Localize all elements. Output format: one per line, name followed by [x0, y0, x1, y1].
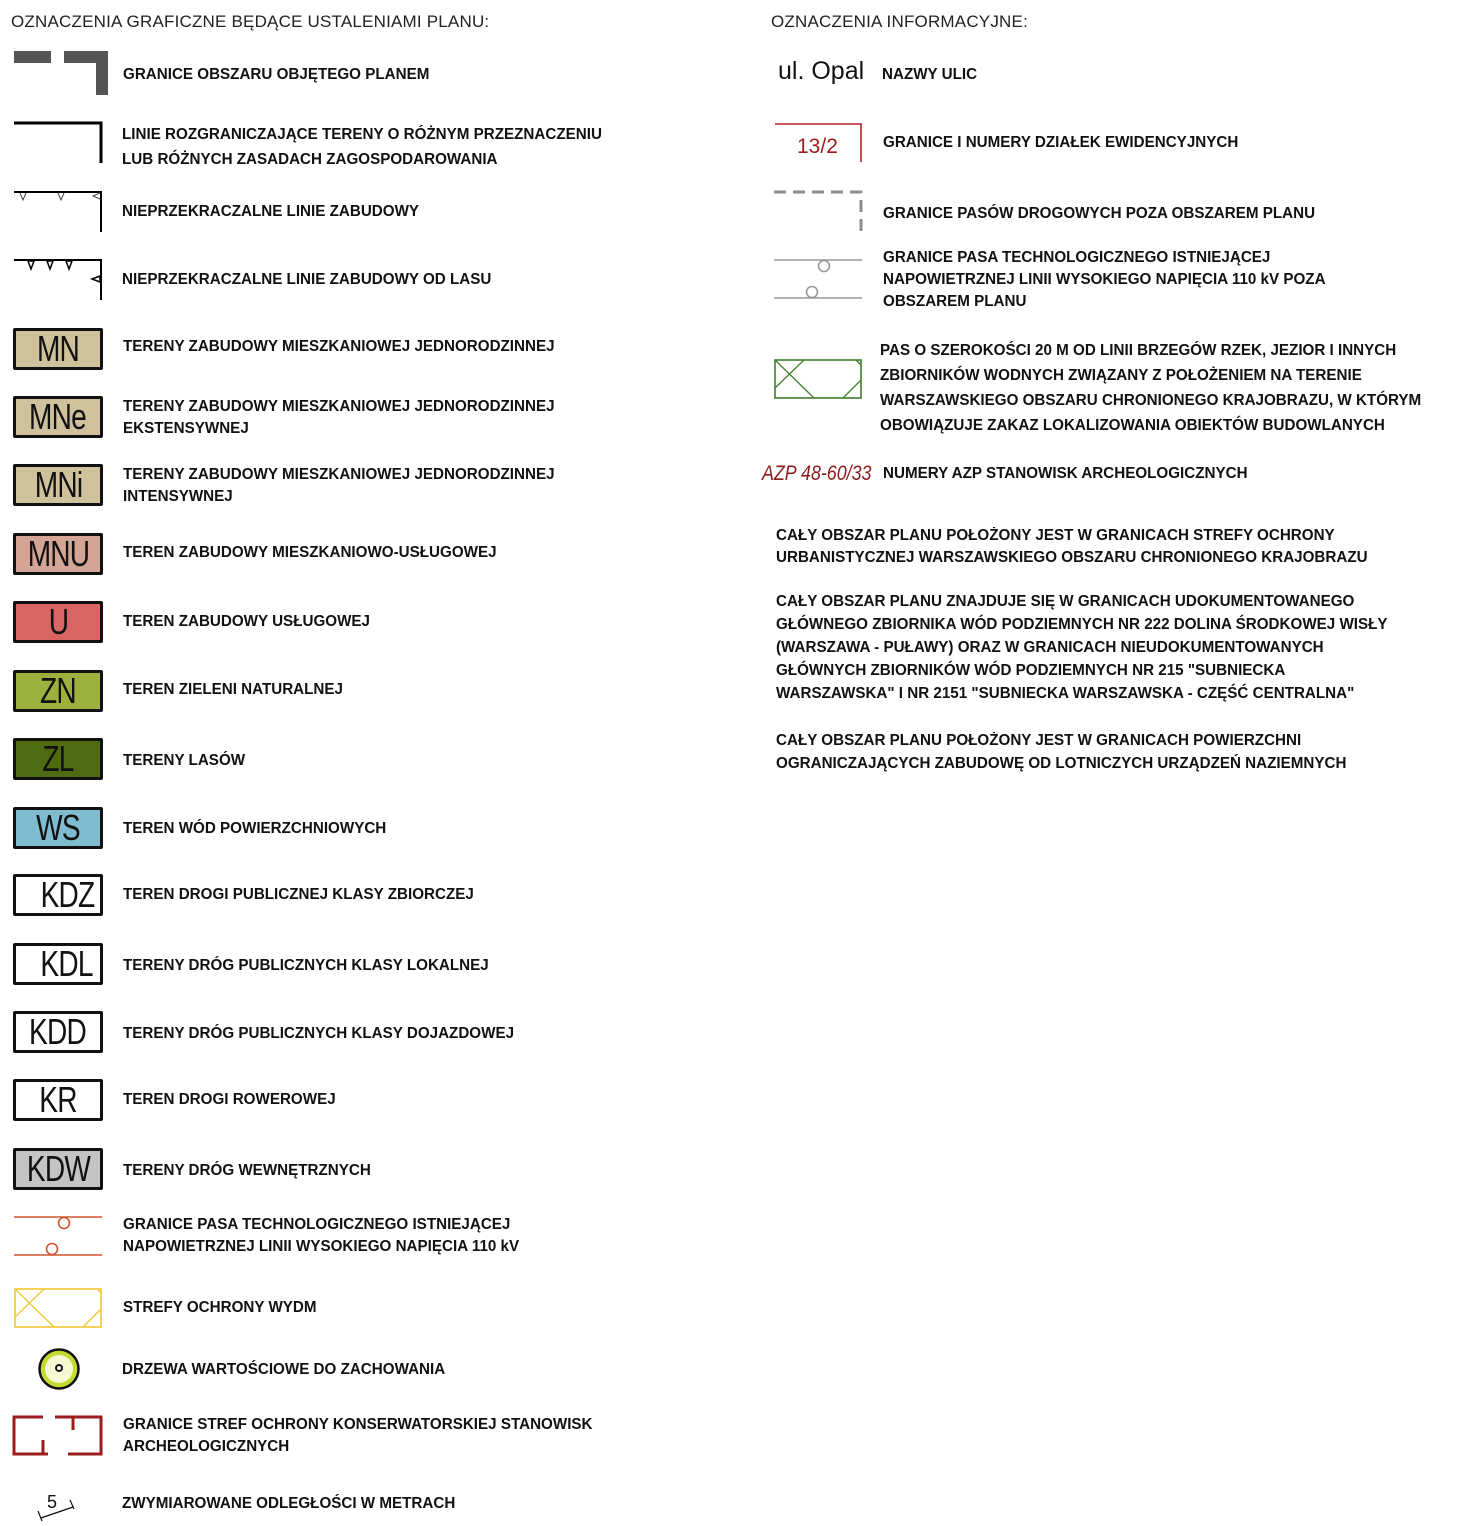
zone-code: KDD — [29, 1011, 87, 1052]
zone-code: WS — [36, 807, 80, 848]
note-line: OGRANICZAJĄCYCH ZABUDOWĘ OD LOTNICZYCH URZĄDZEŃ NAZIEMNYCH — [776, 755, 1347, 772]
zone-swatch-u — [13, 601, 103, 643]
label-line: ZBIORNIKÓW WODNYCH ZWIĄZANY Z POŁOŻENIEM NA TERENIE — [880, 367, 1362, 384]
zone-code: MNi — [34, 464, 82, 505]
zone-swatch-kdw — [13, 1148, 103, 1190]
zone-swatch-kdz — [13, 874, 103, 916]
legend-label-kdz: TEREN DROGI PUBLICZNEJ KLASY ZBIORCZEJ — [123, 886, 474, 903]
legend-label-azp-numbers: NUMERY AZP STANOWISK ARCHEOLOGICZNYCH — [883, 465, 1248, 482]
zone-code: KDZ — [40, 874, 94, 915]
zone-swatch-kdl — [13, 943, 103, 985]
legend-label-kdl: TERENY DRÓG PUBLICZNYCH KLASY LOKALNEJ — [123, 957, 489, 974]
note-groundwater-reservoirs — [776, 590, 1388, 705]
zone-code: ZN — [40, 670, 76, 711]
legend-label-kr: TEREN DROGI ROWEROWEJ — [123, 1091, 336, 1108]
legend-label-water-buffer — [880, 338, 1421, 438]
label-line: EKSTENSYWNEJ — [123, 420, 249, 437]
label-line: INTENSYWNEJ — [123, 488, 233, 505]
note-urban-protection-zone — [776, 525, 1368, 569]
note-line: CAŁY OBSZAR PLANU POŁOŻONY JEST W GRANICACH STREFY OCHRONY — [776, 527, 1335, 544]
legend-label-valuable-trees: DRZEWA WARTOŚCIOWE DO ZACHOWANIA — [122, 1361, 446, 1378]
dimension-icon — [30, 1485, 84, 1525]
legend-label-street-names: NAZWY ULIC — [882, 66, 978, 83]
label-line: OBSZAREM PLANU — [883, 293, 1027, 310]
label-line: ARCHEOLOGICZNYCH — [123, 1438, 290, 1455]
left-section-title: OZNACZENIA GRAFICZNE BĘDĄCE USTALENIAMI PLANU: — [11, 12, 490, 31]
label-line: NAPOWIETRZNEJ LINII WYSOKIEGO NAPIĘCIA 110 kV POZA — [883, 271, 1326, 288]
legend-label-parcels: GRANICE I NUMERY DZIAŁEK EWIDENCYJNYCH — [883, 134, 1239, 151]
water-buffer-icon — [770, 356, 870, 402]
label-line: GRANICE PASA TECHNOLOGICZNEGO ISTNIEJĄCEJ — [883, 249, 1271, 266]
forest-building-line-icon — [10, 256, 110, 306]
zone-swatch-kr — [13, 1079, 103, 1121]
demarcation-line-icon — [10, 118, 110, 168]
legend-label-ws: TEREN WÓD POWIERZCHNIOWYCH — [123, 820, 387, 837]
power-line-outside-icon — [770, 252, 870, 304]
road-strip-outside-icon — [770, 186, 870, 236]
zone-swatch-kdd — [13, 1011, 103, 1053]
valuable-tree-icon — [35, 1345, 83, 1393]
legend-label-plan-boundary: GRANICE OBSZARU OBJĘTEGO PLANEM — [123, 66, 430, 83]
label-line: LINIE ROZGRANICZAJĄCE TERENY O RÓŻNYM PRZEZNACZENIU — [122, 126, 602, 143]
label-line: GRANICE PASA TECHNOLOGICZNEGO ISTNIEJĄCEJ — [123, 1216, 511, 1233]
zone-swatch-mni — [13, 464, 103, 506]
legend-label-zn: TEREN ZIELENI NATURALNEJ — [123, 681, 343, 698]
zone-code: KR — [39, 1079, 77, 1120]
legend-label-u: TEREN ZABUDOWY USŁUGOWEJ — [123, 613, 370, 630]
label-line: PAS O SZEROKOŚCI 20 M OD LINII BRZEGÓW RZEK, JEZIOR I INNYCH — [880, 342, 1397, 359]
legend-label-mn: TERENY ZABUDOWY MIESZKANIOWEJ JEDNORODZINNEJ — [123, 338, 555, 355]
label-line: LUB RÓŻNYCH ZASADACH ZAGOSPODAROWANIA — [122, 151, 498, 168]
zone-code: U — [48, 601, 68, 642]
note-line: WARSZAWSKA" I NR 2151 "SUBNIECKA WARSZAWSKA - CZĘŚĆ CENTRALNA" — [776, 685, 1355, 702]
zone-swatch-zl — [13, 738, 103, 780]
legend-label-forest-building-lines: NIEPRZEKRACZALNE LINIE ZABUDOWY OD LASU — [122, 271, 492, 288]
right-section-title: OZNACZENIA INFORMACYJNE: — [771, 12, 1028, 31]
note-line: CAŁY OBSZAR PLANU ZNAJDUJE SIĘ W GRANICACH UDOKUMENTOWANEGO — [776, 593, 1355, 610]
archaeology-zone-icon — [10, 1413, 110, 1459]
zone-swatch-mn — [13, 328, 103, 370]
label-line: NAPOWIETRZNEJ LINII WYSOKIEGO NAPIĘCIA 110 kV — [123, 1238, 520, 1255]
label-line: TERENY ZABUDOWY MIESZKANIOWEJ JEDNORODZINNEJ — [123, 466, 555, 483]
building-line-icon — [10, 188, 110, 238]
zone-swatch-mne — [13, 396, 103, 438]
dimension-value: 5 — [47, 1492, 58, 1512]
zone-swatch-ws — [13, 807, 103, 849]
label-line: WARSZAWSKIEGO OBSZARU CHRONIONEGO KRAJOBRAZU, W KTÓRYM — [880, 392, 1422, 409]
note-line: CAŁY OBSZAR PLANU POŁOŻONY JEST W GRANICACH POWIERZCHNI — [776, 732, 1302, 749]
plan-boundary-icon — [10, 48, 110, 98]
legend-label-dune-protection: STREFY OCHRONY WYDM — [123, 1299, 317, 1316]
zone-code: MN — [36, 328, 80, 369]
legend-label-power-line — [123, 1214, 519, 1258]
label-line: GRANICE STREF OCHRONY KONSERWATORSKIEJ STANOWISK — [123, 1416, 593, 1433]
azp-number-sample: AZP 48-60/33 — [762, 462, 872, 485]
zone-code: ZL — [42, 738, 74, 779]
zone-code: KDW — [26, 1148, 90, 1189]
legend-label-road-strips-outside: GRANICE PASÓW DROGOWYCH POZA OBSZAREM PLANU — [883, 205, 1316, 222]
legend-label-demarcation-lines — [122, 122, 602, 172]
zone-swatch-mnu — [13, 533, 103, 575]
legend-label-archaeology-zones — [123, 1414, 593, 1458]
parcel-number-sample: 13/2 — [797, 135, 838, 158]
legend-label-dimensions: ZWYMIAROWANE ODLEGŁOŚCI W METRACH — [122, 1495, 456, 1512]
note-aviation-limits — [776, 729, 1346, 775]
legend-label-kdd: TERENY DRÓG PUBLICZNYCH KLASY DOJAZDOWEJ — [123, 1025, 515, 1042]
note-line: (WARSZAWA - PUŁAWY) ORAZ W GRANICACH NIEUDOKUMENTOWANYCH — [776, 639, 1324, 656]
zone-code: KDL — [40, 943, 94, 984]
power-line-strip-icon — [10, 1210, 110, 1262]
zone-swatch-zn — [13, 670, 103, 712]
legend-label-zl: TERENY LASÓW — [123, 752, 246, 769]
zone-code: MNe — [29, 396, 87, 437]
note-line: URBANISTYCZNEJ WARSZAWSKIEGO OBSZARU CHRONIONEGO KRAJOBRAZU — [776, 549, 1368, 566]
label-line: OBOWIĄZUJE ZAKAZ LOKALIZOWANIA OBIEKTÓW BUDOWLANYCH — [880, 417, 1385, 434]
legend-label-power-line-outside — [883, 247, 1326, 313]
legend-label-kdw: TERENY DRÓG WEWNĘTRZNYCH — [123, 1162, 371, 1179]
legend-label-mnu: TEREN ZABUDOWY MIESZKANIOWO-USŁUGOWEJ — [123, 544, 497, 561]
note-line: GŁÓWNYCH ZBIORNIKÓW WÓD PODZIEMNYCH NR 215 "SUBNIECKA — [776, 662, 1286, 679]
zone-code: MNU — [27, 533, 89, 574]
legend-label-building-lines: NIEPRZEKRACZALNE LINIE ZABUDOWY — [122, 203, 420, 220]
legend-label-mne — [123, 396, 555, 440]
note-line: GŁÓWNEGO ZBIORNIKA WÓD PODZIEMNYCH NR 222 DOLINA ŚRODKOWEJ WISŁY — [776, 616, 1388, 633]
street-name-sample: ul. Opal — [778, 57, 865, 85]
legend-label-mni — [123, 464, 555, 508]
label-line: TERENY ZABUDOWY MIESZKANIOWEJ JEDNORODZINNEJ — [123, 398, 555, 415]
dune-protection-icon — [10, 1286, 110, 1332]
